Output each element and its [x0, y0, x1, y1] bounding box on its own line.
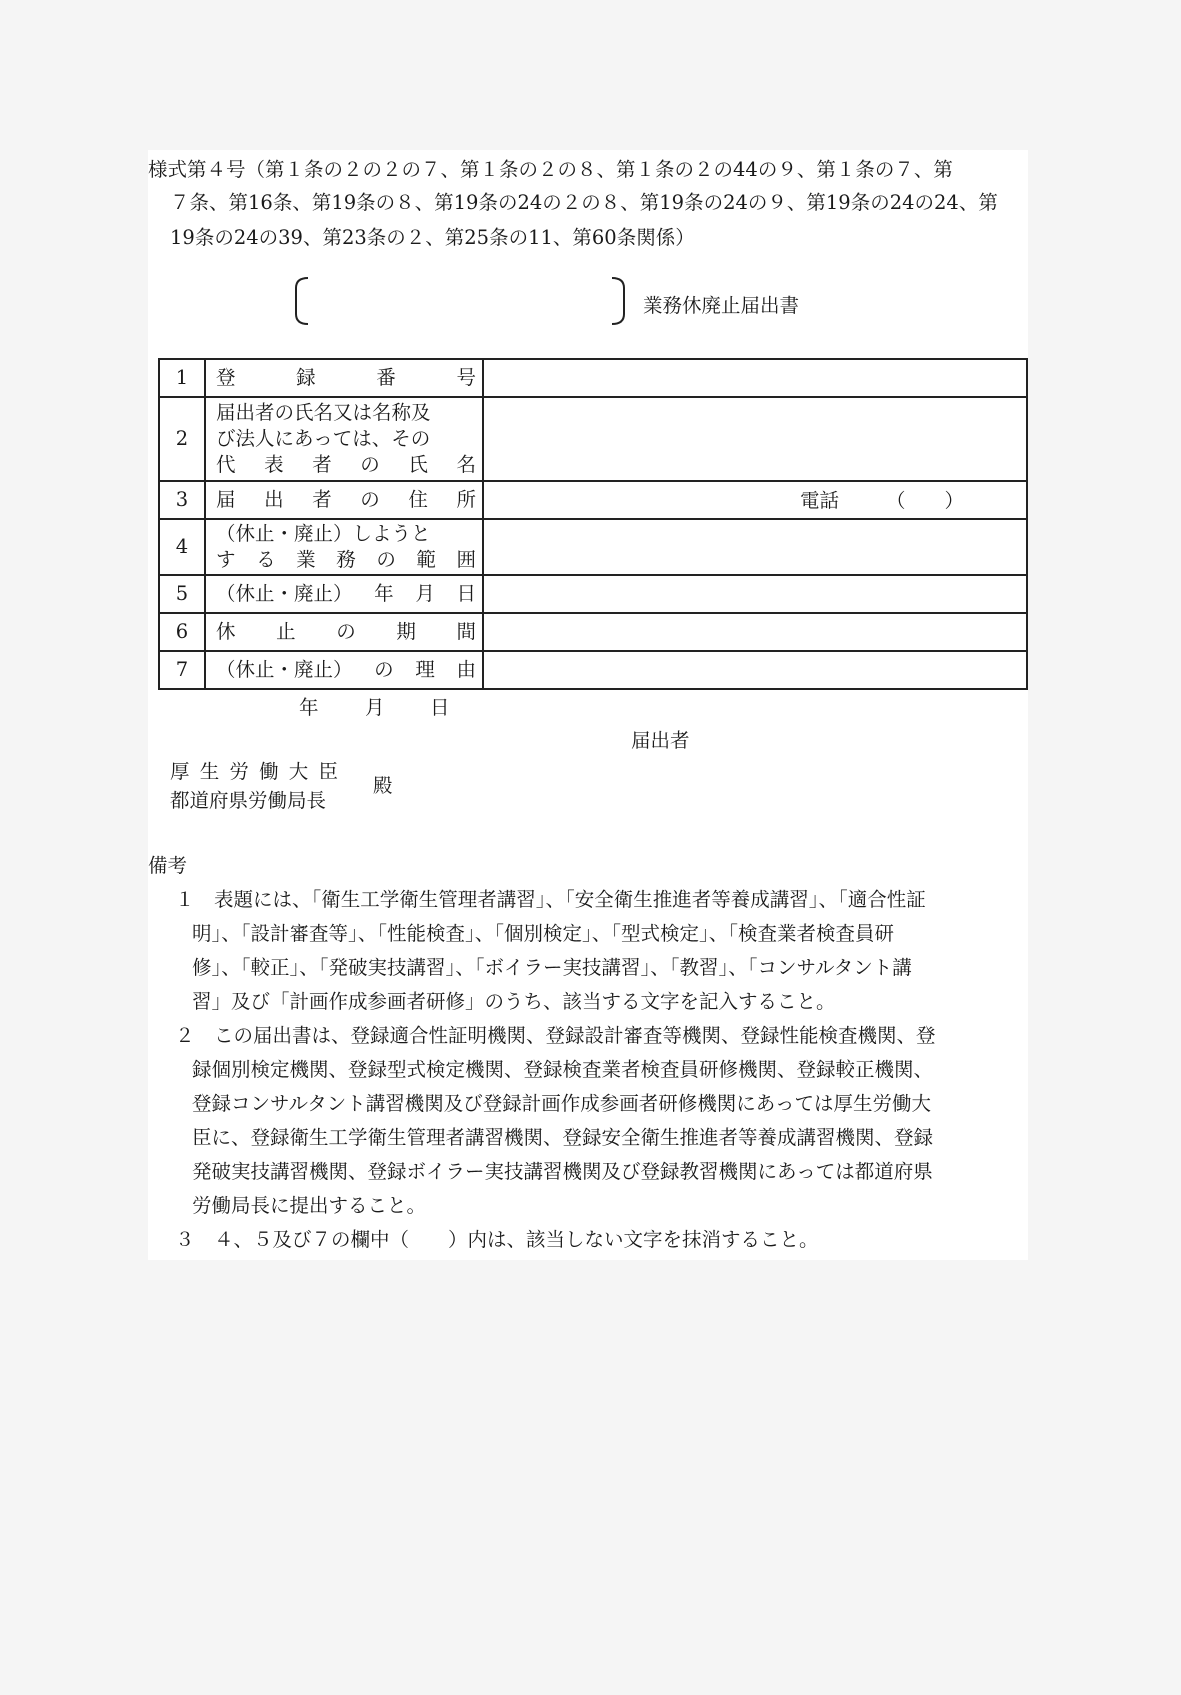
label-line: び法人にあっては、その — [216, 426, 431, 450]
notifier-name-field[interactable] — [483, 397, 1027, 481]
label-char: 届 — [216, 487, 236, 511]
row-label-suspension-date — [205, 575, 483, 613]
remarks-heading: 備考 — [148, 854, 188, 877]
table-row — [159, 359, 1027, 397]
label-char: 代 — [216, 453, 236, 477]
remark-line: 修」、「較正」、「発破実技講習」、「ボイラー実技講習」、「教習」、「コンサルタント講 — [192, 956, 912, 979]
phone-label: 電話 — [800, 489, 840, 512]
label-char: （休止・廃止） — [216, 657, 353, 681]
row-label-suspension-period — [205, 613, 483, 651]
label-char: 由 — [456, 657, 476, 681]
label-char: （休止・廃止） — [216, 581, 353, 605]
label-char: 出 — [264, 487, 284, 511]
addressee-minister — [170, 762, 338, 782]
remark-line: 労働局長に提出すること。 — [192, 1194, 427, 1217]
addressee-char: 大 — [288, 760, 309, 783]
remark-line: 登録コンサルタント講習機関及び登録計画作成参画者研修機関にあっては厚生労働大 — [192, 1092, 932, 1115]
row-label-reason — [205, 651, 483, 689]
remark-line: 習」及び「計画作成参画者研修」のうち、該当する文字を記入すること。 — [192, 990, 836, 1013]
remark-line: ２ この届出書は、登録適合性証明機関、登録設計審査等機関、登録性能検査機関、登 — [175, 1024, 936, 1047]
remark-line: 明」、「設計審査等」、「性能検査」、「個別検定」、「型式検定」、「検査業者検査員研 — [192, 922, 895, 945]
addressee-char: 働 — [259, 760, 279, 783]
row-number: 3 — [159, 481, 205, 519]
label-char: 所 — [456, 487, 476, 511]
label-char: 氏 — [408, 453, 428, 477]
addressee-char: 臣 — [318, 760, 338, 783]
row-number: 6 — [159, 613, 205, 651]
label-char: 日 — [456, 581, 476, 605]
label-char: 止 — [276, 619, 296, 643]
row-number: 1 — [159, 359, 205, 397]
phone-area-code: （ ） — [886, 489, 965, 512]
honorific: 殿 — [373, 774, 393, 797]
addressee-char: 生 — [199, 760, 220, 783]
addressee-char: 厚 — [170, 760, 190, 783]
business-scope-field[interactable] — [483, 519, 1027, 575]
label-char: 休 — [216, 619, 236, 643]
label-char: 囲 — [456, 548, 476, 571]
label-char: 名 — [456, 453, 476, 477]
remark-line: ３ ４、５及び７の欄中（ ）内は、該当しない文字を抹消すること。 — [175, 1228, 819, 1251]
label-char: の — [360, 487, 380, 511]
remark-line: 臣に、登録衛生工学衛生管理者講習機関、登録安全衛生推進者等養成講習機関、登録 — [192, 1126, 934, 1149]
row-number: 5 — [159, 575, 205, 613]
label-char: る — [256, 548, 276, 571]
label-char: の — [336, 619, 356, 643]
table-row — [159, 519, 1027, 575]
reason-field[interactable] — [483, 651, 1027, 689]
bracket-open-icon — [292, 276, 312, 326]
row-label-business-scope — [205, 519, 483, 575]
date-year-label: 年 — [299, 696, 319, 719]
label-char: 間 — [456, 619, 476, 643]
label-char: す — [216, 548, 236, 571]
table-row — [159, 651, 1027, 689]
row-number: 7 — [159, 651, 205, 689]
table-row — [159, 575, 1027, 613]
row-label-notifier-address — [205, 481, 483, 519]
label-char: 範 — [416, 548, 436, 571]
label-char: 月 — [415, 581, 435, 605]
row-number: 2 — [159, 397, 205, 481]
label-char: の — [374, 657, 394, 681]
label-char: 号 — [456, 365, 476, 389]
label-char: 期 — [396, 619, 416, 643]
title-bracket-close — [608, 276, 628, 335]
label-char: 住 — [408, 487, 428, 511]
table-row — [159, 397, 1027, 481]
form-title: 業務休廃止届出書 — [643, 294, 800, 317]
label-char: の — [360, 453, 380, 477]
label-char: 者 — [312, 487, 332, 511]
label-char: 年 — [374, 581, 394, 605]
label-char: 表 — [264, 453, 284, 477]
suspension-period-field[interactable] — [483, 613, 1027, 651]
suspension-date-field[interactable] — [483, 575, 1027, 613]
remark-line: 録個別検定機関、登録型式検定機関、登録検査業者検査員研修機関、登録較正機関、 — [192, 1058, 934, 1081]
addressee-labour-bureau: 都道府県労働局長 — [170, 789, 327, 812]
label-char: 業 — [296, 548, 316, 571]
label-char: 務 — [336, 548, 356, 571]
remark-line: 発破実技講習機関、登録ボイラー実技講習機関及び登録教習機関にあっては都道府県 — [192, 1160, 933, 1183]
row-label-registration-number — [205, 359, 483, 397]
form-header-line-2: ７条、第16条、第19条の８、第19条の24の２の８、第19条の24の９、第19条の24の24、第 — [170, 191, 998, 214]
title-bracket-open — [292, 276, 312, 335]
label-char: 番 — [376, 365, 396, 389]
addressee-char: 労 — [229, 760, 249, 783]
table-row — [159, 613, 1027, 651]
date-month-label: 月 — [365, 696, 385, 719]
label-char: 録 — [296, 365, 316, 389]
notification-form-table — [158, 358, 1028, 690]
bracket-close-icon — [608, 276, 628, 326]
form-header-line-1: 様式第４号（第１条の２の２の７、第１条の２の８、第１条の２の44の９、第１条の７、第 — [148, 158, 953, 181]
remark-line: １ 表題には、「衛生工学衛生管理者講習」、「安全衛生推進者等養成講習」、「適合性証 — [175, 888, 926, 911]
registration-number-field[interactable] — [483, 359, 1027, 397]
label-char: 理 — [415, 657, 435, 681]
row-number: 4 — [159, 519, 205, 575]
notifier-address-field[interactable] — [483, 481, 1027, 519]
table-row — [159, 481, 1027, 519]
notifier-label: 届出者 — [631, 729, 690, 752]
label-line: （休止・廃止）しようと — [216, 521, 431, 545]
form-header-line-3: 19条の24の39、第23条の２、第25条の11、第60条関係） — [170, 226, 695, 249]
label-line: 届出者の氏名又は名称及 — [216, 400, 431, 424]
row-label-notifier-name — [205, 397, 483, 481]
date-day-label: 日 — [430, 696, 450, 719]
label-char: 登 — [216, 365, 236, 389]
label-char: 者 — [312, 453, 332, 477]
label-char: の — [376, 548, 396, 571]
